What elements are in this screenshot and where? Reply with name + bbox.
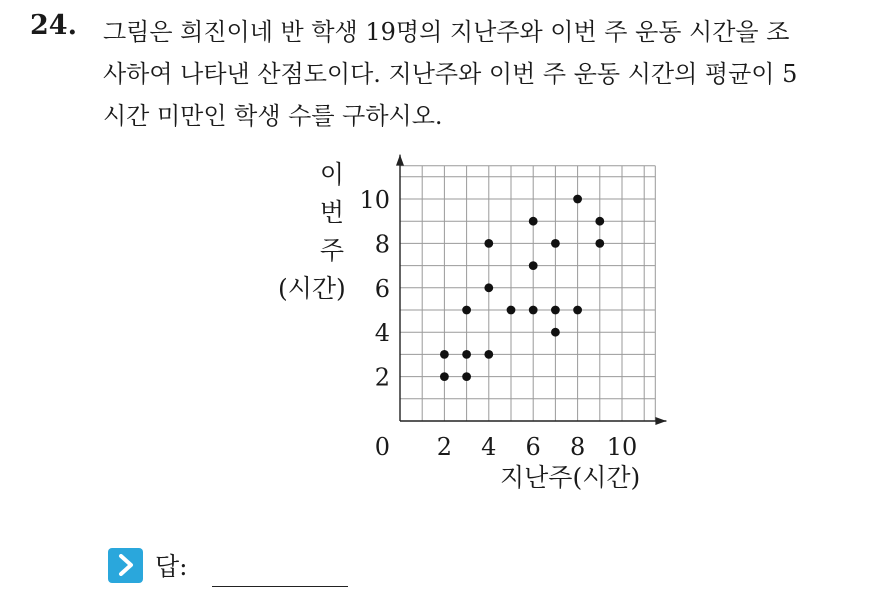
- x-tick-label: 6: [525, 433, 541, 458]
- data-point: [507, 306, 516, 315]
- data-point: [462, 306, 471, 315]
- y-tick-label: 8: [374, 230, 390, 259]
- y-axis-label-line: 번: [319, 198, 345, 227]
- data-point: [595, 239, 604, 248]
- data-point: [551, 306, 560, 315]
- y-axis-arrow: [396, 155, 404, 166]
- y-axis-label-line: 주: [319, 236, 345, 265]
- y-tick-label: 6: [374, 274, 390, 303]
- data-point: [573, 306, 582, 315]
- x-tick-label: 8: [569, 433, 586, 458]
- question-line-1: 그림은 희진이네 반 학생 19명의 지난주와 이번 주 운동 시간을 조: [103, 18, 790, 46]
- data-point: [484, 350, 493, 359]
- data-point: [484, 283, 493, 292]
- answer-blank[interactable]: [212, 586, 348, 587]
- y-axis-label-line: 이: [319, 160, 345, 189]
- question-line-3: 시간 미만인 학생 수를 구하시오.: [103, 102, 443, 130]
- data-point: [440, 350, 449, 359]
- question-line-2: 사하여 나타낸 산점도이다. 지난주와 이번 주 운동 시간의 평균이 5: [103, 60, 798, 88]
- y-tick-label: 2: [374, 363, 390, 392]
- chevron-right-icon: [108, 548, 143, 583]
- data-point: [440, 372, 449, 381]
- y-tick-label: 10: [359, 186, 390, 214]
- data-point: [529, 261, 538, 270]
- x-tick-label: 4: [481, 433, 497, 458]
- chart-grid: [400, 166, 655, 421]
- y-axis-label: [278, 156, 372, 308]
- data-point: [529, 217, 538, 226]
- chart-tick-labels: [359, 186, 637, 458]
- answer-label: 답:: [155, 552, 188, 581]
- answer-row: [108, 547, 188, 583]
- x-tick-label: 10: [606, 433, 638, 458]
- chart-axes: [396, 155, 666, 425]
- data-point: [529, 306, 538, 315]
- data-point: [573, 195, 582, 204]
- y-axis-label-line: (시간): [278, 274, 346, 303]
- x-tick-label: 2: [436, 433, 453, 458]
- origin-label: 0: [374, 433, 390, 458]
- data-point: [551, 239, 560, 248]
- data-point: [551, 328, 560, 337]
- x-axis-arrow: [655, 417, 666, 425]
- data-point: [462, 372, 471, 381]
- data-point: [484, 239, 493, 248]
- y-tick-label: 4: [374, 319, 390, 348]
- data-point: [462, 350, 471, 359]
- question-number: 24.: [30, 10, 77, 41]
- x-axis-label: 지난주(시간): [500, 463, 641, 492]
- data-point: [595, 217, 604, 226]
